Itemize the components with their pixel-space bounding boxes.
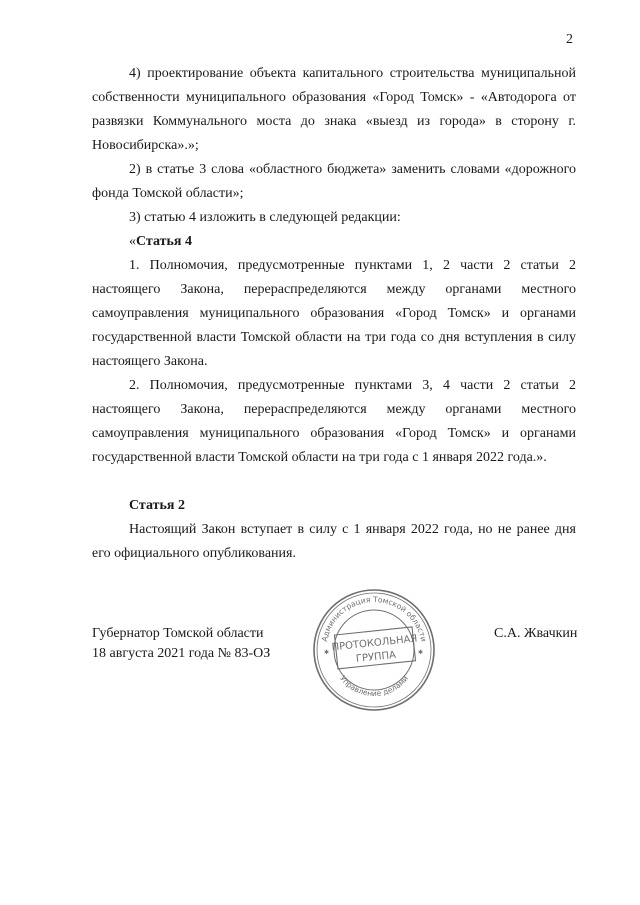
signatory-position: Губернатор Томской области bbox=[92, 626, 264, 641]
article-4-point-1: 1. Полномочия, предусмотренные пунктами 1, 2 части 2 статьи 2 настоящего Закона, перераспределяются между органами местного самоуправления муниципального образования «Город Томск» и органами государственной власти Томской области на три года со дня вступления в силу настоящего Закона. bbox=[92, 258, 576, 369]
paragraph-item-3: 3) статью 4 изложить в следующей редакции: bbox=[129, 210, 401, 225]
spacer bbox=[92, 470, 576, 494]
article-4-heading bbox=[92, 230, 576, 254]
article-4-point-2: 2. Полномочия, предусмотренные пунктами 3, 4 части 2 статьи 2 настоящего Закона, перераспределяются между органами местного самоуправления муниципального образования «Город Томск» и органами государственной власти Томской области на три года с 1 января 2022 года.». bbox=[92, 378, 576, 465]
signatory-name: С.А. Жвачкин bbox=[494, 626, 578, 641]
quote-mark: « bbox=[129, 234, 136, 249]
stamp-outer-bottom: Управление делами bbox=[338, 673, 410, 699]
document-body bbox=[92, 62, 576, 566]
article-4-title: Статья 4 bbox=[136, 234, 192, 249]
official-stamp bbox=[310, 588, 438, 712]
article-2-heading bbox=[92, 494, 576, 518]
article-2-title: Статья 2 bbox=[129, 498, 185, 513]
signature-block bbox=[92, 624, 270, 664]
law-date-number: 18 августа 2021 года № 83-ОЗ bbox=[92, 646, 271, 661]
paragraph-item-2: 2) в статье 3 слова «областного бюджета» заменить словами «дорожного фонда Томской области»; bbox=[92, 162, 576, 201]
star-icon: ✱ bbox=[418, 649, 424, 656]
stamp-outer-top: Администрация Томской области bbox=[319, 594, 429, 643]
paragraph-item-4: 4) проектирование объекта капитального строительства муниципальной собственности муниципального образования «Город Томск» - «Автодорога от развязки Коммунального моста до знака «выезд из города» в сторону г. Новосибирска».»; bbox=[92, 66, 576, 153]
stamp-center-line-1: ПРОТОКОЛЬНАЯ bbox=[331, 633, 418, 654]
star-icon: ✱ bbox=[324, 649, 330, 656]
page-number: 2 bbox=[566, 32, 573, 47]
stamp-center-line-2: ГРУППА bbox=[355, 649, 397, 665]
article-2-text: Настоящий Закон вступает в силу с 1 января 2022 года, но не ранее дня его официального опубликования. bbox=[92, 522, 576, 561]
